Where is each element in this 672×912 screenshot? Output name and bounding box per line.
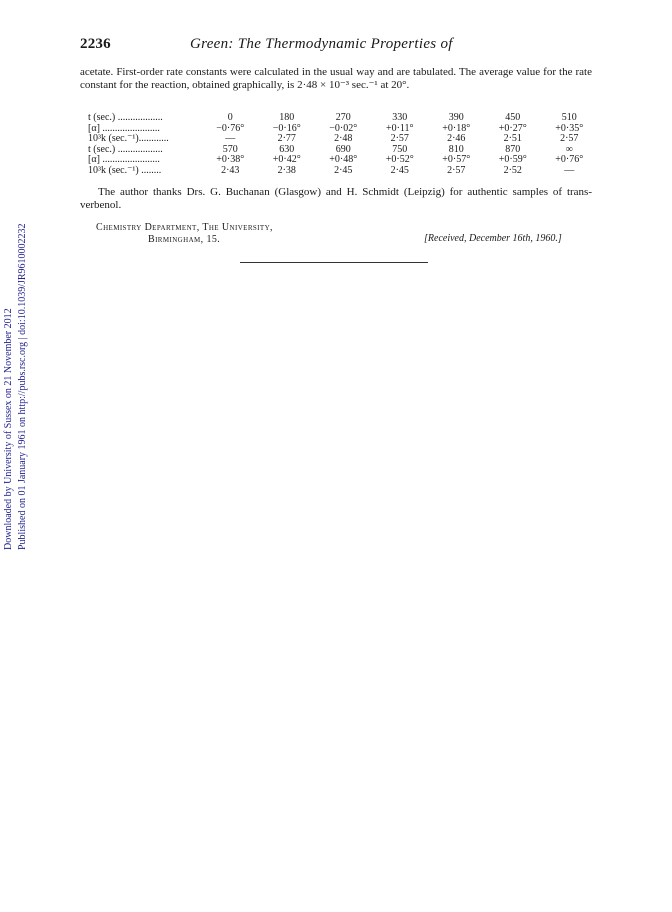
- table-cell: +0·76°: [555, 154, 584, 166]
- table-cell: +0·42°: [272, 154, 301, 166]
- received-date: [Received, December 16th, 1960.]: [424, 233, 562, 244]
- body-paragraph-1: acetate. First-order rate constants were calculated in the usual way and are tabulated. The average value for the rate constant for the reaction, obtained graphically, is 2·48 × 10⁻³ sec.⁻¹ at 20°.: [80, 66, 592, 91]
- row-label: [α] .......................: [88, 154, 160, 166]
- table-cell: 2·46: [447, 133, 466, 145]
- table-cell: 870: [505, 143, 521, 155]
- table-cell: 2·51: [503, 133, 522, 145]
- table-cell: −0·02°: [329, 122, 358, 134]
- table-cell: 2·38: [277, 164, 296, 176]
- row-label: 10³k (sec.⁻¹)............: [88, 133, 169, 145]
- row-label: 10³k (sec.⁻¹) ........: [88, 164, 162, 176]
- table-cell: +0·27°: [498, 122, 527, 134]
- running-head: Green: The Thermodynamic Properties of: [190, 36, 453, 52]
- table-cell: +0·35°: [555, 122, 584, 134]
- table-cell: 510: [561, 112, 577, 123]
- affiliation-line-1: Chemistry Department, The University,: [96, 222, 273, 233]
- table-cell: 750: [392, 143, 408, 155]
- table-cell: 330: [392, 112, 408, 123]
- table-cell: +0·38°: [216, 154, 245, 166]
- table-cell: −0·16°: [272, 122, 301, 134]
- table-cell: 2·48: [334, 133, 353, 145]
- table-cell: ∞: [565, 143, 573, 155]
- table-cell: 270: [335, 112, 351, 123]
- table-cell: +0·48°: [329, 154, 358, 166]
- download-note: [2, 190, 32, 550]
- table-row: [88, 113, 598, 124]
- row-label: t (sec.) ..................: [88, 143, 163, 155]
- table-cell: 390: [448, 112, 464, 123]
- table-cell: +0·11°: [385, 122, 414, 134]
- table-cell: 2·57: [390, 133, 409, 145]
- affiliation: [96, 222, 273, 246]
- row-label: t (sec.) ..................: [88, 112, 163, 123]
- table-cell: 2·45: [390, 164, 409, 176]
- table-cell: 690: [335, 143, 351, 155]
- table-cell: 2·43: [221, 164, 240, 176]
- table-cell: 450: [505, 112, 521, 123]
- table-cell: 2·57: [447, 164, 466, 176]
- page-number: 2236: [80, 36, 111, 52]
- table-cell: +0·59°: [498, 154, 527, 166]
- acknowledgement-paragraph: The author thanks Drs. G. Buchanan (Glasgow) and H. Schmidt (Leipzig) for authentic samples of trans-verbenol.: [80, 186, 592, 211]
- table-cell: 630: [279, 143, 295, 155]
- row-label: [α] .......................: [88, 122, 160, 134]
- table-cell: 810: [448, 143, 464, 155]
- rate-constant-table: [88, 113, 598, 177]
- download-note-line-1: Downloaded by University of Sussex on 21 November 2012: [3, 308, 14, 550]
- table-cell: 2·77: [277, 133, 296, 145]
- table-cell: 2·45: [334, 164, 353, 176]
- download-note-line-2: Published on 01 January 1961 on http://pubs.rsc.org | doi:10.1039/JR9610002232: [17, 223, 28, 550]
- table-cell: +0·52°: [385, 154, 414, 166]
- table-cell: 570: [222, 143, 238, 155]
- table-cell: 2·57: [560, 133, 579, 145]
- table-cell: +0·18°: [442, 122, 471, 134]
- table-cell: 180: [279, 112, 295, 123]
- table-cell: 2·52: [503, 164, 522, 176]
- table-cell: −0·76°: [216, 122, 245, 134]
- table-cell: —: [225, 133, 236, 145]
- table-cell: —: [564, 164, 575, 176]
- affiliation-line-2: Birmingham, 15.: [148, 234, 221, 245]
- table-cell: 0: [227, 112, 233, 123]
- end-rule: [240, 262, 428, 263]
- table-cell: +0·57°: [442, 154, 471, 166]
- table-row: [88, 166, 598, 177]
